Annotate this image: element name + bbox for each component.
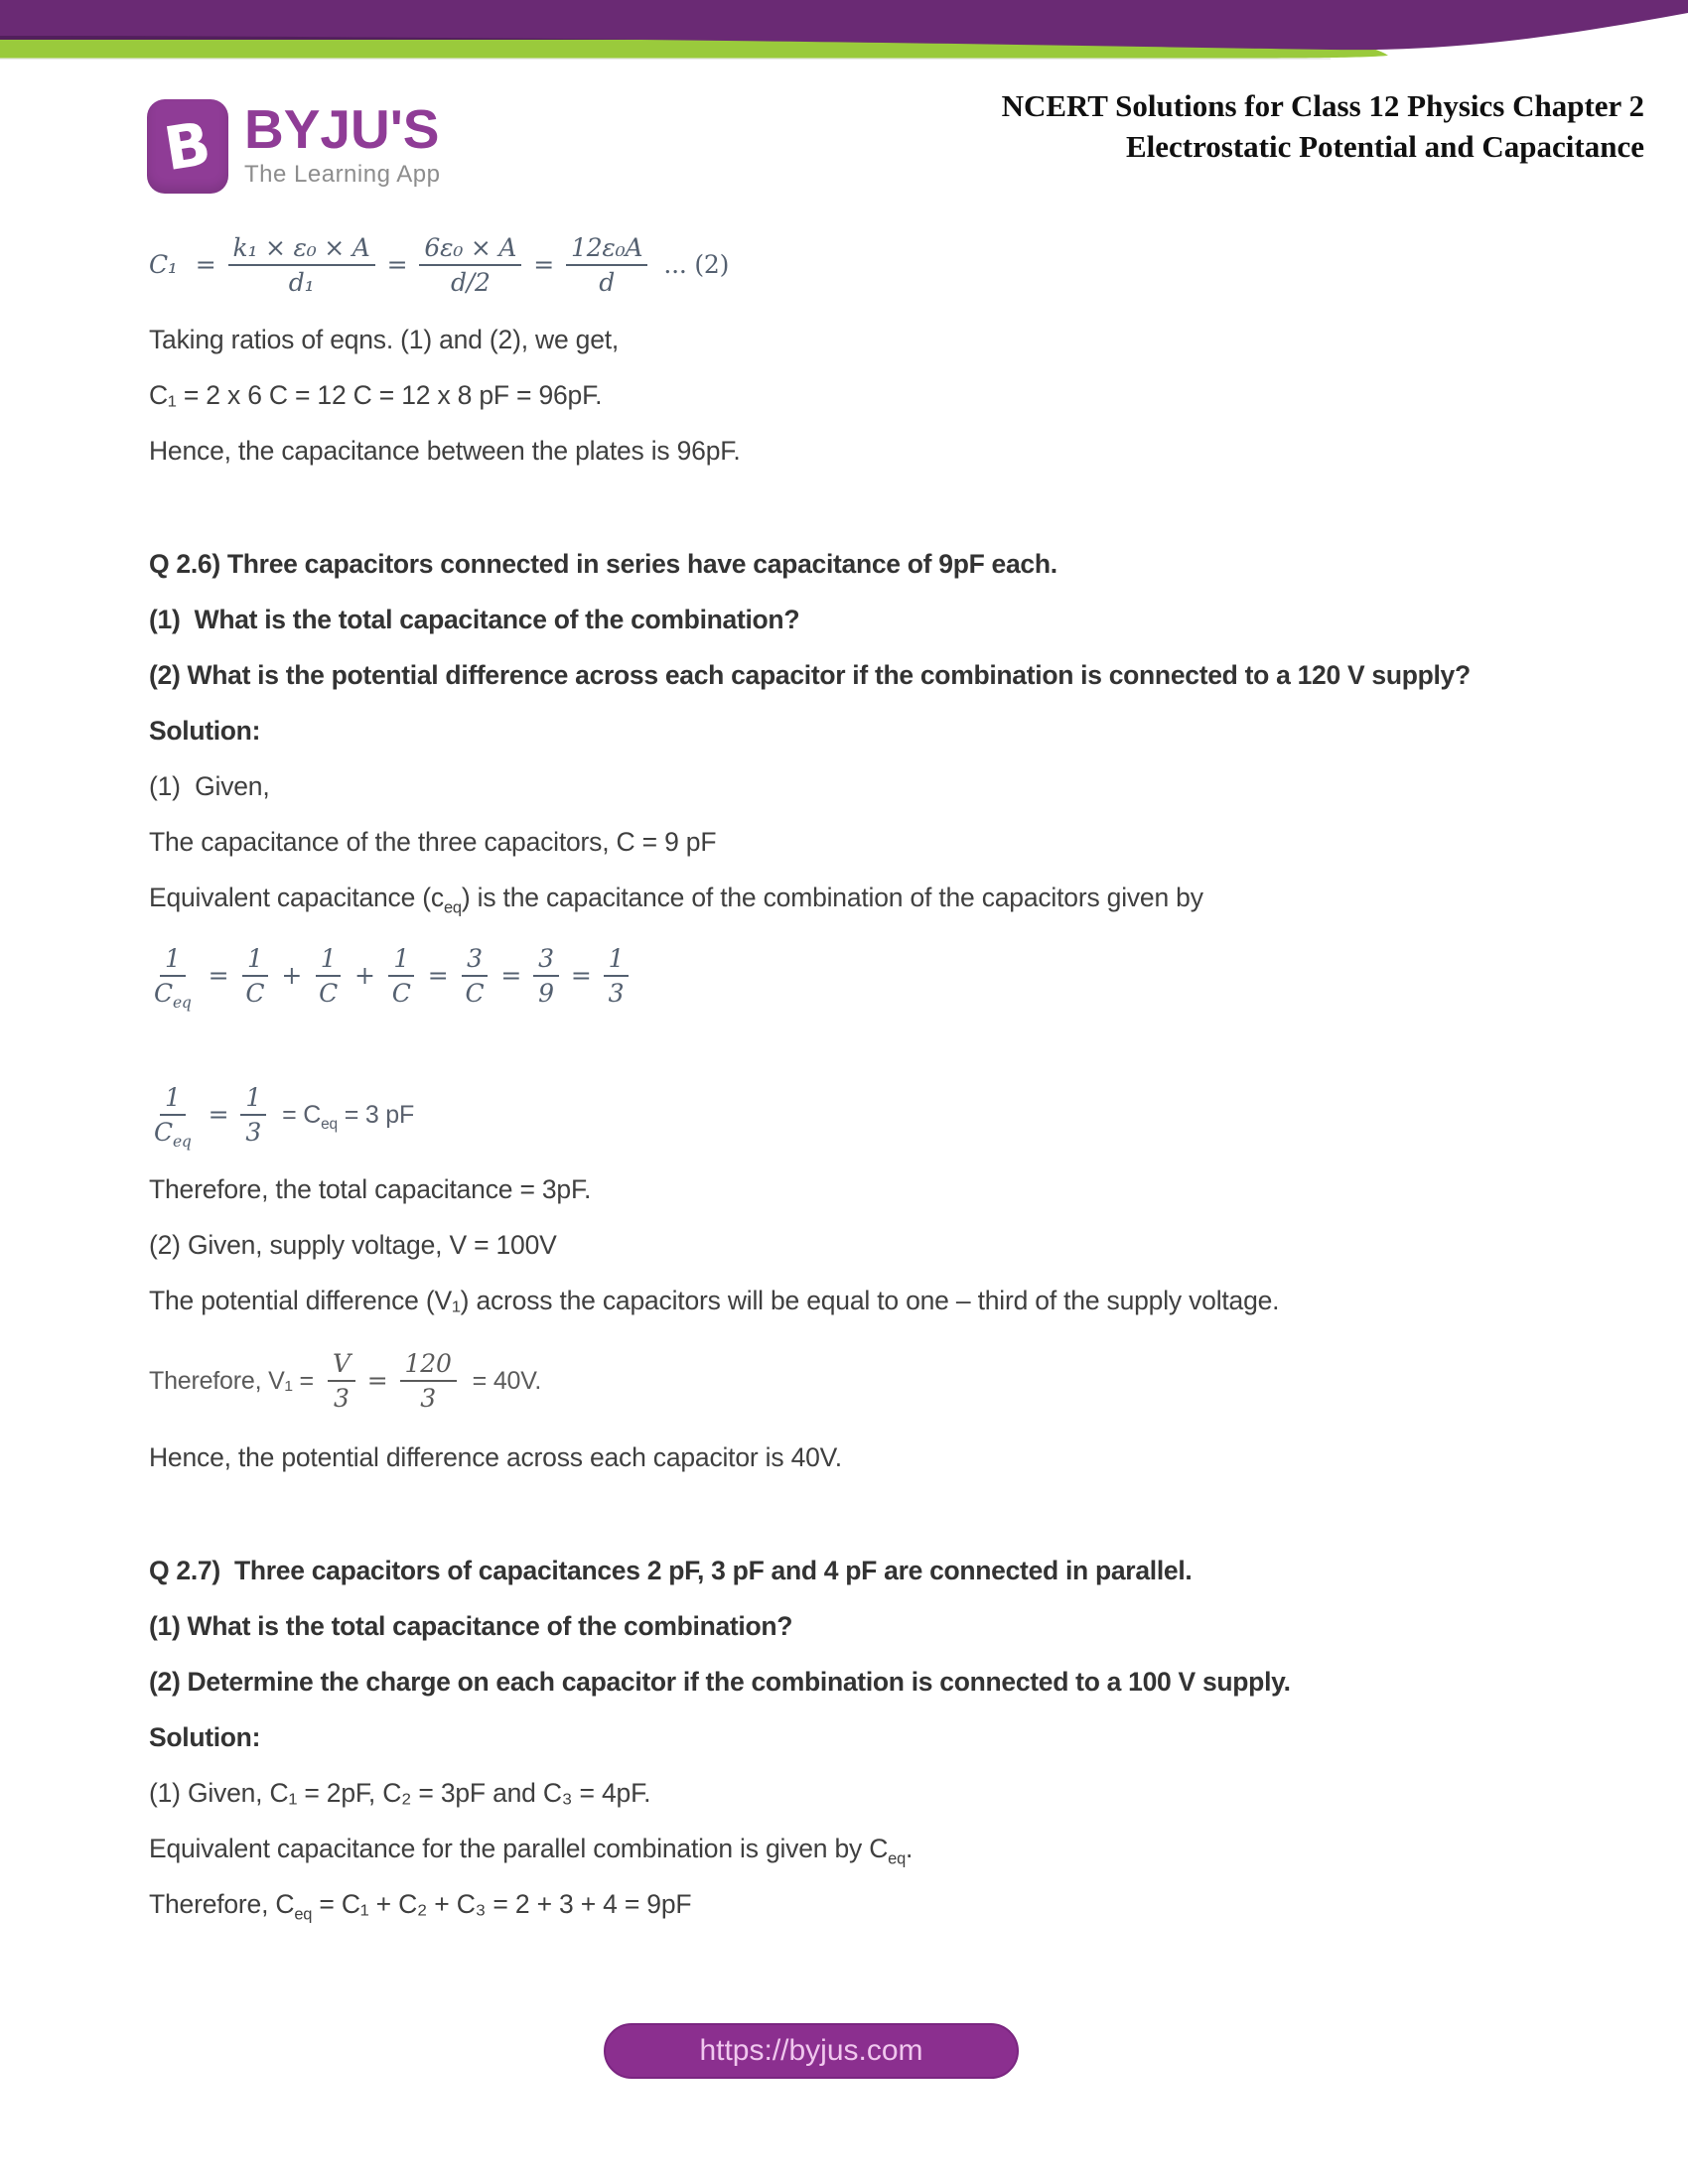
question-2-6-heading: Q 2.6) Three capacitors connected in series have capacitance of 9pF each.	[149, 549, 1057, 579]
fraction: $\frac{120}{3}$	[400, 1350, 457, 1412]
fraction: $\frac{\text{k₁ × ε₀ × A}}{\text{d₁}}$	[228, 234, 375, 296]
paragraph-c1-calculation: C₁ = 2 x 6 C = 12 C = 12 x 8 pF = 96pF.	[149, 380, 603, 410]
capacitance-equation-2: C₁ = $\frac{\text{k₁ × ε₀ × A}}{\text{d₁}}$ = $\frac{\text{6ε₀ × A}}{d/2}$ = $\frac{\text{12ε₀A}}{d}$ ... (2)	[149, 233, 730, 297]
paragraph-equivalent-capacitance: Equivalent capacitance $(c_{eq})$ is the capacitance of the combination of the capacitors given by	[149, 883, 1203, 917]
fraction: $\frac{1}{3}$	[240, 1084, 266, 1146]
paragraph-hence-96pf: Hence, the capacitance between the plates is 96pF.	[149, 436, 741, 466]
logo-tagline: The Learning App	[244, 160, 441, 188]
paragraph-total-capacitance: Therefore, the total capacitance = 3pF.	[149, 1174, 592, 1204]
paragraph-potential-difference: The potential difference (V₁) across the capacitors will be equal to one – third of the supply voltage.	[149, 1286, 1280, 1315]
logo-wordmark: BYJU'S	[244, 98, 440, 160]
question-2-7-part1: (1) What is the total capacitance of the combination?	[149, 1611, 793, 1641]
paragraph-given-2: (2) Given, supply voltage, V = 100V	[149, 1230, 557, 1260]
equation-lhs: C₁	[149, 249, 178, 279]
question-2-6-part2: (2) What is the potential difference across each capacitor if the combination is connected to a 120 V supply?	[149, 660, 1471, 690]
fraction: $\frac{1}{C}$	[387, 945, 416, 1007]
fraction: $\frac{V}{3}$	[328, 1350, 355, 1412]
question-2-7-part2: (2) Determine the charge on each capacitor if the combination is connected to a 100 V supply.	[149, 1667, 1291, 1697]
equation-number: ... (2)	[663, 249, 730, 279]
byjus-website-label: https://byjus.com	[699, 2034, 923, 2067]
paragraph-given-1: (1) Given,	[149, 771, 270, 801]
v1-result: = 40V.	[472, 1366, 542, 1395]
fraction: $\frac{1}{C}$	[240, 945, 269, 1007]
v1-formula: Therefore, V₁ = $\frac{V}{3}$ = $\frac{120}{3}$ = 40V.	[149, 1349, 542, 1413]
fraction: $\frac{3}{C}$	[460, 945, 489, 1007]
page-title	[1002, 85, 1644, 167]
question-2-6-part1: (1) What is the total capacitance of the combination?	[149, 605, 800, 634]
fraction: $\frac{1}{C_{eq}}$	[154, 1083, 192, 1151]
fraction: $\frac{\text{6ε₀ × A}}{d/2}$	[419, 234, 521, 296]
paragraph-given-capacitors: (1) Given, C₁ = 2pF, C₂ = 3pF and C₃ = 4pF.	[149, 1778, 651, 1808]
solution-label: Solution:	[149, 716, 261, 746]
paragraph-capacitance-given: The capacitance of the three capacitors, C = 9 pF	[149, 827, 717, 857]
document-content	[149, 222, 1564, 1922]
paragraph-taking-ratios: Taking ratios of eqns. (1) and (2), we get,	[149, 325, 620, 354]
byjus-website-button[interactable]	[604, 2023, 1019, 2079]
paragraph-parallel-equivalent: Equivalent capacitance for the parallel combination is given by $C_{eq}$.	[149, 1834, 914, 1868]
paragraph-hence-40v: Hence, the potential difference across each capacitor is 40V.	[149, 1442, 842, 1472]
byjus-logo-icon	[147, 99, 228, 194]
fraction: $\frac{1}{C}$	[314, 945, 343, 1007]
page-title-line1: NCERT Solutions for Class 12 Physics Chapter 2	[1001, 88, 1644, 123]
question-2-7-heading: Q 2.7) Three capacitors of capacitances 2 pF, 3 pF and 4 pF are connected in parallel.	[149, 1556, 1193, 1585]
ceq-value: = $C_{eq} = 3$ pF	[282, 1100, 415, 1133]
ceq-result-formula: $\frac{1}{C_{eq}}$ = $\frac{1}{3}$ = $C_{eq} = 3$ pF	[149, 1084, 1564, 1146]
solution-label: Solution:	[149, 1722, 261, 1752]
paragraph-parallel-sum: Therefore, $C_{eq} = C_1 + C_2 + C_3 = 2 + 3 + 4 = 9pF$	[149, 1889, 692, 1924]
page-title-line2: Electrostatic Potential and Capacitance	[1125, 129, 1644, 164]
fraction: $\frac{3}{9}$	[533, 945, 559, 1007]
fraction: $\frac{1}{3}$	[604, 945, 630, 1007]
logo-b-glyph: B	[159, 108, 216, 185]
fraction: $\frac{\text{12ε₀A}}{d}$	[566, 234, 647, 296]
series-capacitance-formula: $\frac{1}{C_{eq}}$ = $\frac{1}{C}$ + $\frac{1}{C}$ + $\frac{1}{C}$ = $\frac{3}{C}$ = $\frac{3}{9}$ = $\frac{1}{3}$	[149, 945, 1564, 1007]
v1-lead: Therefore, V₁ =	[149, 1366, 314, 1395]
fraction: $\frac{1}{C_{eq}}$	[154, 944, 192, 1012]
byjus-logo	[147, 99, 440, 194]
